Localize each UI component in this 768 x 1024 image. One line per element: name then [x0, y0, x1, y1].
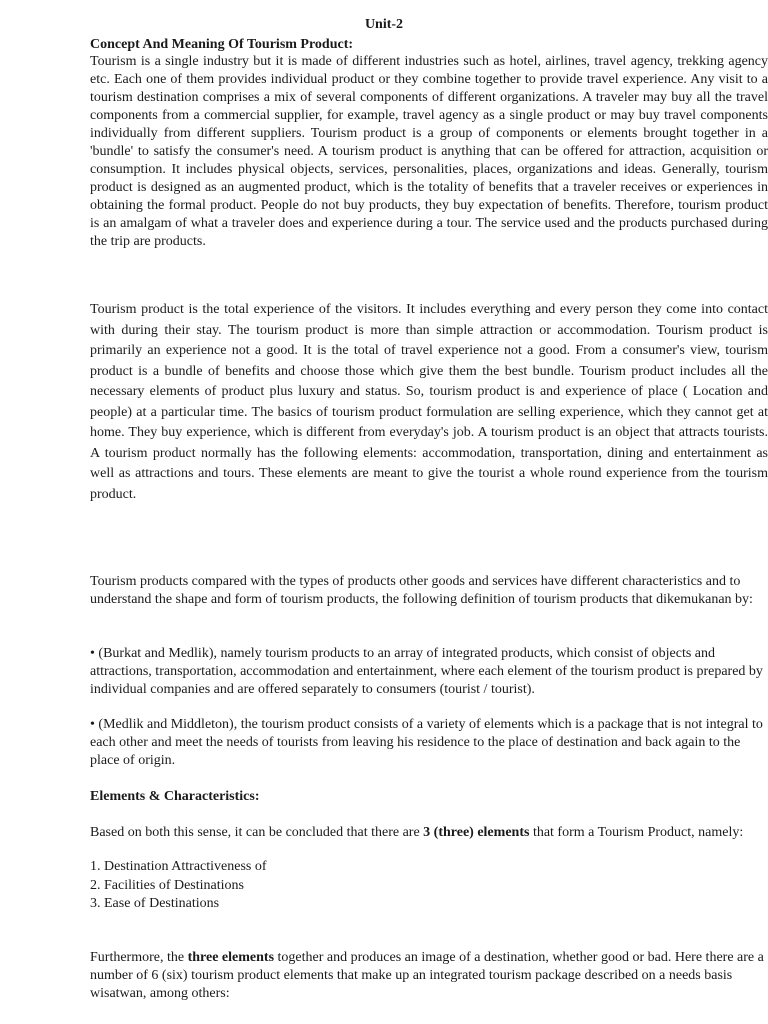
list-item: 2. Facilities of Destinations: [90, 878, 244, 893]
section-heading: Concept And Meaning Of Tourism Product:: [90, 37, 354, 52]
paragraph-7-text-b: together and produces an image of a destination, whether good or bad. Here there are a number of 6 (six) tourism product elements that make up an integrated tourism package described on a needs basis wisatwan, among others:: [90, 950, 764, 1001]
paragraph-7-bold: three elements: [187, 950, 275, 965]
paragraph-1: Tourism is a single industry but it is made of different industries such as hotel, airlines, travel agency, trekking agency etc. Each one of them provides individual product or they combine together to provide travel experience. Any visit to a tourism destination comprises a mix of several components of different organizations. A traveler may buy all the travel components from a commercial supplier, for example, travel agency as a single product or may buy travel components individually from different suppliers. Tourism product is a group of components or elements brought together in a 'bundle' to satisfy the consumer's need. A tourism product is anything that can be offered for attraction, acquisition or consumption. It includes physical objects, services, personalities, places, organizations and ideas. Generally, tourism product is designed as an augmented product, which is the totality of benefits that a traveler receives or experiences in obtaining the formal product. People do not buy products, they buy expectation of benefits. Therefore, tourism product is an amalgam of what a traveler does and experience during a tour. The service used and the products purchased during the trip are products.: [90, 54, 768, 249]
paragraph-3: Tourism products compared with the types of products other goods and services have different characteristics and to understand the shape and form of tourism products, the following definition of tourism products that dikemukanan by:: [90, 574, 753, 607]
paragraph-4: • (Burkat and Medlik), namely tourism products to an array of integrated products, which consist of objects and attractions, transportation, accommodation and entertainment, where each element of the tourism product is prepared by individual companies and are offered separately to consumers (tourist / tourist).: [90, 646, 763, 697]
paragraph-7: [90, 949, 768, 1003]
paragraph-7-text-a: Furthermore, the: [90, 950, 188, 965]
list-item: 3. Ease of Destinations: [90, 896, 220, 911]
unit-title: Unit-2: [364, 17, 404, 32]
elements-heading: Elements & Characteristics:: [90, 789, 260, 804]
paragraph-5: • (Medlik and Middleton), the tourism product consists of a variety of elements which is a package that is not integral to each other and meet the needs of tourists from leaving his residence to the place of destination and back again to the place of origin.: [90, 717, 763, 768]
paragraph-2: Tourism product is the total experience of the visitors. It includes everything and every person they come into contact with during their stay. The tourism product is more than simple attraction or accommodation. Tourism product is primarily an experience not a good. It is the total of travel experience not a good. From a consumer's view, tourism product is a bundle of benefits and choose those which give them the best bundle. Tourism product includes all the necessary elements of product plus luxury and status. So, tourism product is and experience of place ( Location and people) at a particular time. The basics of tourism product formulation are selling experience, which they cannot get at home. They buy experience, which is different from everyday's job. A tourism product is an object that attracts tourists. A tourism product normally has the following elements: accommodation, transportation, dining and entertainment as well as attractions and tours. These elements are meant to give the tourist a whole round experience from the tourism product.: [90, 302, 768, 502]
paragraph-6-text-a: Based on both this sense, it can be concluded that there are: [90, 825, 424, 840]
paragraph-6: [90, 824, 768, 842]
paragraph-6-bold: 3 (three) elements: [423, 825, 530, 840]
list-item: 1. Destination Attractiveness of: [90, 859, 267, 874]
paragraph-6-text-b: that form a Tourism Product, namely:: [529, 825, 744, 840]
